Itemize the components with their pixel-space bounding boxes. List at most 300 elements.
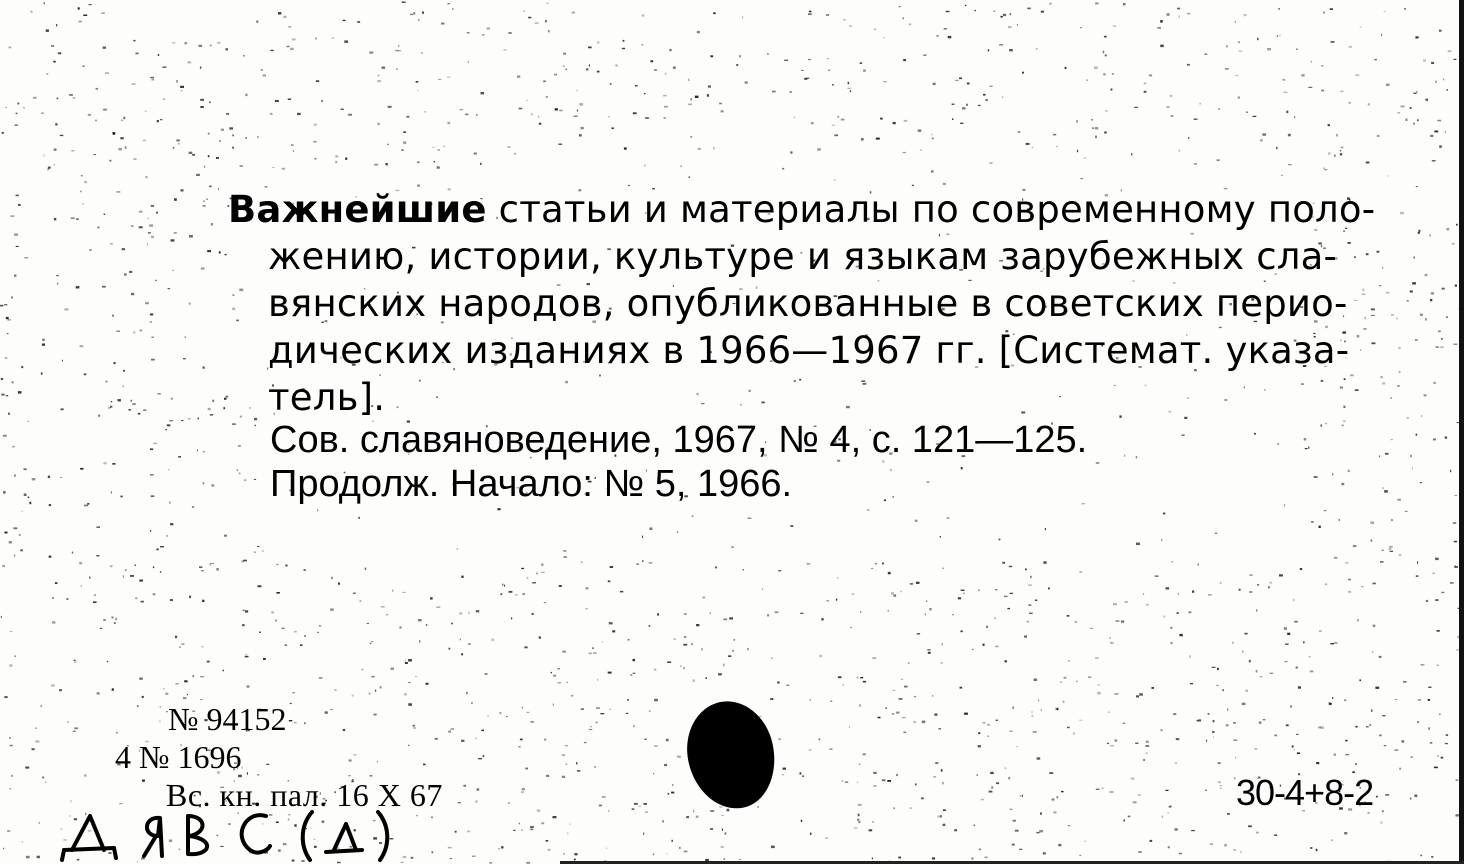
speckle-dot	[521, 791, 524, 792]
speckle-dot	[1032, 147, 1033, 149]
speckle-dot	[663, 95, 667, 97]
speckle-dot	[6, 317, 9, 319]
speckle-dot	[438, 149, 440, 151]
speckle-dot	[451, 728, 455, 729]
speckle-dot	[1400, 212, 1404, 214]
speckle-dot	[245, 610, 248, 612]
speckle-dot	[1107, 743, 1109, 744]
speckle-dot	[721, 846, 724, 848]
speckle-dot	[1263, 719, 1266, 720]
speckle-dot	[203, 200, 204, 202]
speckle-dot	[910, 583, 913, 584]
speckle-dot	[504, 49, 507, 50]
speckle-dot	[1426, 600, 1428, 602]
speckle-dot	[2, 132, 4, 134]
speckle-dot	[666, 739, 669, 742]
speckle-dot	[1440, 346, 1444, 348]
speckle-dot	[1182, 435, 1185, 436]
speckle-dot	[426, 624, 428, 626]
speckle-dot	[612, 127, 614, 129]
speckle-dot	[282, 628, 285, 629]
speckle-dot	[110, 243, 113, 244]
speckle-dot	[80, 468, 83, 470]
speckle-dot	[506, 716, 507, 717]
speckle-dot	[362, 669, 364, 670]
speckle-dot	[564, 556, 567, 558]
speckle-dot	[218, 188, 219, 190]
speckle-dot	[1279, 574, 1283, 576]
speckle-dot	[1242, 703, 1246, 705]
speckle-dot	[45, 782, 46, 783]
speckle-dot	[834, 179, 835, 181]
speckle-dot	[684, 851, 688, 853]
speckle-dot	[258, 585, 262, 587]
speckle-dot	[84, 505, 88, 507]
speckle-dot	[32, 748, 35, 750]
speckle-dot	[596, 722, 598, 724]
speckle-dot	[801, 820, 802, 822]
speckle-dot	[125, 146, 127, 149]
speckle-dot	[1178, 593, 1179, 594]
speckle-dot	[900, 591, 901, 592]
speckle-dot	[739, 859, 740, 860]
speckle-dot	[103, 462, 106, 464]
speckle-dot	[1249, 574, 1252, 575]
speckle-dot	[49, 504, 51, 506]
speckle-dot	[210, 414, 213, 415]
speckle-dot	[1331, 41, 1335, 43]
speckle-dot	[1348, 591, 1351, 593]
speckle-dot	[904, 120, 908, 122]
speckle-dot	[116, 191, 120, 192]
speckle-dot	[1227, 813, 1230, 815]
speckle-dot	[698, 148, 702, 150]
speckle-dot	[1391, 439, 1393, 440]
speckle-dot	[828, 70, 830, 71]
speckle-dot	[841, 780, 843, 781]
speckle-dot	[1379, 656, 1382, 658]
speckle-dot	[199, 567, 202, 568]
speckle-dot	[10, 745, 13, 746]
speckle-dot	[12, 446, 15, 448]
speckle-dot	[1433, 439, 1436, 441]
speckle-dot	[677, 756, 681, 758]
speckle-dot	[103, 109, 107, 111]
speckle-dot	[1384, 745, 1387, 746]
speckle-dot	[1016, 746, 1018, 747]
speckle-dot	[1189, 611, 1192, 613]
speckle-dot	[1296, 734, 1298, 735]
speckle-dot	[28, 421, 30, 422]
speckle-dot	[1136, 456, 1138, 458]
speckle-dot	[1442, 288, 1445, 290]
speckle-dot	[426, 683, 429, 685]
speckle-dot	[184, 336, 186, 338]
speckle-dot	[74, 661, 76, 663]
speckle-dot	[653, 854, 654, 856]
speckle-dot	[459, 612, 462, 614]
speckle-dot	[1194, 119, 1198, 121]
speckle-dot	[472, 856, 476, 858]
speckle-dot	[1379, 455, 1380, 457]
speckle-dot	[32, 478, 36, 480]
speckle-dot	[917, 633, 920, 634]
speckle-dot	[1290, 705, 1292, 707]
classification-code: 30-4+8-2	[1236, 772, 1374, 813]
speckle-dot	[1279, 35, 1280, 36]
speckle-dot	[1233, 740, 1237, 741]
speckle-dot	[487, 715, 489, 717]
speckle-dot	[139, 226, 143, 228]
speckle-dot	[480, 163, 481, 165]
speckle-dot	[1355, 763, 1357, 765]
speckle-dot	[1405, 511, 1408, 512]
speckle-dot	[979, 849, 981, 851]
speckle-dot	[410, 14, 413, 15]
speckle-dot	[894, 594, 897, 596]
speckle-dot	[852, 593, 855, 595]
speckle-dot	[1342, 425, 1344, 427]
speckle-dot	[216, 157, 219, 159]
speckle-dot	[1399, 768, 1401, 770]
speckle-dot	[608, 810, 609, 812]
speckle-dot	[1254, 433, 1256, 435]
speckle-dot	[1163, 513, 1165, 515]
speckle-dot	[632, 808, 635, 810]
speckle-dot	[275, 620, 277, 622]
speckle-dot	[1406, 119, 1408, 122]
speckle-dot	[286, 46, 289, 47]
speckle-dot	[1235, 75, 1238, 76]
speckle-dot	[775, 611, 779, 613]
speckle-dot	[841, 119, 845, 121]
speckle-dot	[620, 591, 623, 593]
speckle-dot	[952, 104, 955, 106]
speckle-dot	[1067, 615, 1070, 617]
speckle-dot	[802, 775, 804, 777]
speckle-dot	[1170, 806, 1172, 807]
speckle-dot	[1433, 573, 1435, 574]
speckle-dot	[1294, 749, 1295, 750]
speckle-dot	[767, 53, 768, 55]
speckle-dot	[952, 614, 954, 615]
speckle-dot	[1171, 115, 1174, 116]
speckle-dot	[608, 580, 611, 582]
speckle-dot	[1417, 561, 1418, 564]
speckle-dot	[1439, 30, 1442, 32]
speckle-dot	[1245, 633, 1248, 635]
speckle-dot	[1410, 797, 1412, 799]
speckle-dot	[1284, 627, 1287, 630]
speckle-dot	[589, 64, 590, 66]
speckle-dot	[932, 857, 935, 859]
speckle-dot	[901, 679, 904, 680]
speckle-dot	[860, 704, 861, 706]
speckle-dot	[189, 235, 193, 237]
speckle-dot	[1031, 711, 1032, 713]
speckle-dot	[1155, 576, 1159, 577]
speckle-dot	[936, 35, 938, 37]
speckle-dot	[55, 582, 58, 584]
speckle-dot	[466, 692, 467, 695]
speckle-dot	[691, 643, 693, 644]
speckle-dot	[1441, 592, 1444, 593]
speckle-dot	[790, 151, 792, 153]
speckle-dot	[719, 103, 722, 105]
speckle-dot	[1212, 667, 1216, 668]
speckle-dot	[167, 424, 171, 426]
speckle-dot	[1198, 564, 1199, 566]
speckle-dot	[843, 19, 846, 20]
speckle-dot	[66, 598, 68, 600]
speckle-dot	[1222, 689, 1224, 691]
speckle-dot	[808, 59, 811, 60]
speckle-dot	[948, 36, 952, 38]
speckle-dot	[139, 211, 143, 213]
speckle-dot	[880, 118, 883, 120]
speckle-dot	[80, 191, 81, 193]
speckle-dot	[544, 739, 546, 741]
speckle-dot	[111, 616, 113, 618]
speckle-dot	[826, 14, 829, 16]
speckle-dot	[910, 807, 912, 809]
speckle-dot	[1063, 701, 1065, 703]
speckle-dot	[786, 685, 789, 686]
speckle-dot	[525, 768, 528, 770]
speckle-dot	[1220, 788, 1222, 789]
speckle-dot	[522, 593, 525, 595]
speckle-dot	[1441, 757, 1444, 759]
speckle-dot	[686, 816, 689, 818]
speckle-dot	[4, 304, 7, 305]
speckle-dot	[16, 195, 19, 197]
speckle-dot	[21, 511, 22, 512]
speckle-dot	[1208, 594, 1212, 595]
speckle-dot	[431, 817, 433, 819]
speckle-dot	[441, 23, 445, 25]
speckle-dot	[1434, 767, 1438, 769]
speckle-dot	[859, 764, 861, 765]
speckle-dot	[508, 32, 511, 33]
speckle-dot	[807, 563, 811, 564]
speckle-dot	[623, 40, 625, 42]
speckle-dot	[97, 227, 99, 229]
speckle-dot	[1104, 73, 1105, 75]
speckle-dot	[1389, 548, 1392, 550]
speckle-dot	[767, 614, 769, 616]
speckle-dot	[1067, 727, 1070, 728]
speckle-dot	[285, 645, 287, 647]
speckle-dot	[1030, 576, 1032, 578]
speckle-dot	[16, 113, 18, 114]
speckle-dot	[863, 753, 866, 755]
speckle-dot	[672, 784, 673, 786]
speckle-dot	[608, 672, 612, 674]
speckle-dot	[51, 45, 54, 47]
speckle-dot	[240, 165, 243, 167]
speckle-dot	[1068, 660, 1069, 662]
speckle-dot	[382, 67, 386, 69]
speckle-dot	[114, 622, 116, 624]
speckle-dot	[508, 802, 510, 804]
speckle-dot	[829, 749, 832, 750]
speckle-dot	[105, 72, 109, 74]
speckle-dot	[10, 631, 12, 632]
speckle-dot	[1138, 851, 1142, 853]
speckle-dot	[893, 690, 896, 691]
speckle-dot	[232, 135, 234, 137]
speckle-dot	[275, 100, 279, 102]
speckle-dot	[1331, 839, 1333, 841]
speckle-dot	[313, 141, 316, 142]
speckle-dot	[487, 27, 490, 29]
speckle-dot	[232, 423, 236, 425]
entry-heading-word: Важнейшие	[228, 188, 487, 231]
speckle-dot	[1027, 8, 1031, 10]
speckle-dot	[869, 829, 873, 831]
speckle-dot	[748, 518, 752, 519]
speckle-dot	[89, 249, 92, 251]
speckle-dot	[282, 168, 286, 170]
speckle-dot	[78, 7, 80, 9]
speckle-dot	[1025, 569, 1027, 571]
speckle-dot	[577, 89, 578, 91]
speckle-dot	[946, 11, 950, 12]
speckle-dot	[1448, 50, 1452, 52]
speckle-dot	[1167, 812, 1169, 813]
speckle-dot	[1319, 630, 1322, 632]
speckle-dot	[1146, 604, 1149, 606]
source-block	[270, 418, 1087, 506]
speckle-dot	[1420, 482, 1422, 483]
speckle-dot	[1329, 703, 1332, 705]
speckle-dot	[1198, 719, 1201, 721]
speckle-dot	[151, 359, 155, 361]
speckle-dot	[262, 550, 264, 551]
speckle-dot	[697, 31, 700, 33]
speckle-dot	[727, 809, 730, 812]
speckle-dot	[123, 117, 125, 120]
speckle-dot	[23, 107, 24, 109]
speckle-dot	[132, 403, 135, 405]
speckle-dot	[94, 594, 96, 596]
speckle-dot	[168, 288, 171, 289]
speckle-dot	[1041, 709, 1042, 711]
speckle-dot	[680, 666, 682, 667]
speckle-dot	[1013, 820, 1016, 822]
speckle-dot	[909, 24, 911, 26]
speckle-dot	[1226, 724, 1229, 726]
speckle-dot	[527, 100, 528, 101]
speckle-dot	[72, 552, 73, 554]
speckle-dot	[88, 114, 91, 116]
speckle-dot	[386, 614, 388, 615]
speckle-dot	[1445, 436, 1447, 438]
speckle-dot	[502, 584, 503, 586]
speckle-dot	[955, 80, 959, 81]
speckle-dot	[570, 824, 571, 825]
speckle-dot	[644, 93, 646, 94]
speckle-dot	[96, 526, 100, 528]
speckle-dot	[1060, 682, 1062, 683]
speckle-dot	[178, 143, 179, 145]
speckle-dot	[772, 91, 776, 93]
speckle-dot	[1194, 163, 1198, 165]
speckle-dot	[645, 739, 647, 740]
speckle-dot	[610, 83, 612, 85]
speckle-dot	[110, 565, 113, 567]
speckle-dot	[1320, 726, 1324, 729]
speckle-dot	[41, 705, 42, 706]
speckle-dot	[181, 420, 184, 421]
speckle-dot	[7, 319, 11, 320]
speckle-dot	[436, 606, 440, 608]
speckle-dot	[633, 659, 636, 661]
speckle-dot	[226, 113, 229, 115]
speckle-dot	[680, 165, 681, 167]
speckle-dot	[377, 80, 381, 82]
speckle-dot	[999, 539, 1001, 541]
speckle-dot	[1256, 609, 1257, 611]
speckle-dot	[1437, 120, 1441, 122]
speckle-dot	[836, 599, 837, 601]
speckle-dot	[1274, 834, 1277, 836]
speckle-dot	[26, 856, 30, 859]
speckle-dot	[522, 788, 526, 790]
speckle-dot	[1232, 642, 1234, 644]
speckle-dot	[162, 67, 166, 68]
speckle-dot	[448, 847, 452, 849]
speckle-dot	[538, 116, 539, 118]
speckle-dot	[1415, 340, 1418, 341]
speckle-dot	[408, 659, 412, 661]
speckle-dot	[541, 564, 543, 566]
speckle-dot	[417, 161, 419, 163]
speckle-dot	[149, 224, 153, 226]
speckle-dot	[1144, 91, 1147, 93]
speckle-dot	[837, 116, 839, 118]
speckle-dot	[1384, 11, 1386, 12]
speckle-dot	[74, 727, 78, 729]
speckle-dot	[468, 644, 470, 645]
speckle-dot	[183, 358, 186, 359]
speckle-dot	[874, 29, 876, 31]
speckle-dot	[84, 774, 86, 776]
speckle-dot	[14, 527, 18, 529]
speckle-dot	[974, 825, 976, 827]
entry-line-3: вянских народов, опубликованные в советских перио-	[268, 282, 1348, 325]
speckle-dot	[637, 564, 639, 565]
speckle-dot	[1309, 656, 1311, 657]
speckle-dot	[1310, 847, 1312, 849]
speckle-dot	[662, 820, 664, 822]
speckle-dot	[481, 730, 484, 732]
speckle-dot	[1175, 828, 1178, 830]
speckle-dot	[1286, 111, 1288, 114]
speckle-dot	[1431, 62, 1434, 64]
speckle-dot	[1359, 679, 1361, 681]
speckle-dot	[1216, 685, 1218, 686]
speckle-dot	[1288, 134, 1291, 137]
speckle-dot	[1390, 551, 1393, 552]
speckle-dot	[212, 400, 214, 402]
speckle-dot	[804, 78, 807, 80]
speckle-dot	[1088, 676, 1091, 678]
speckle-dot	[151, 205, 154, 207]
speckle-dot	[1064, 677, 1067, 679]
speckle-dot	[571, 695, 573, 697]
speckle-dot	[352, 695, 354, 697]
